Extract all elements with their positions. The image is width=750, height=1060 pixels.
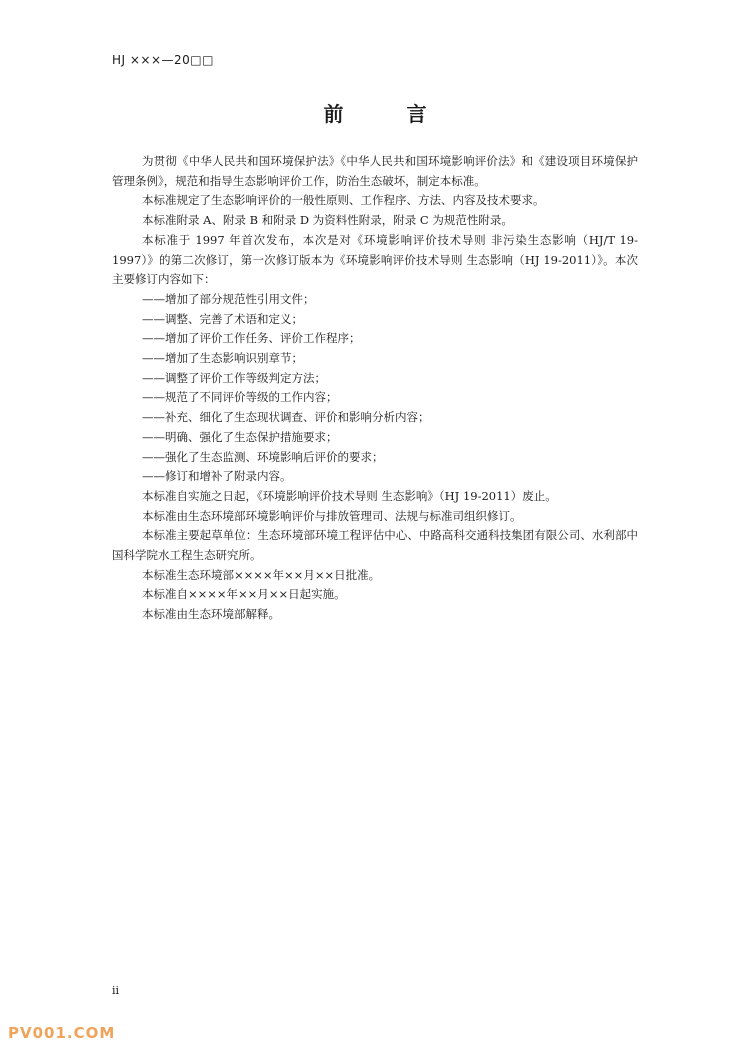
- watermark-logo: PV001.COM: [8, 1024, 116, 1042]
- paragraph-drafters: 本标准主要起草单位：生态环境部环境工程评估中心、中路高科交通科技集团有限公司、水利部中国科学院水工程生态研究所。: [112, 528, 638, 563]
- paragraph-supersedes: 本标准自实施之日起，《环境影响评价技术导则 生态影响》（HJ 19-2011）废止。: [142, 488, 557, 503]
- list-item: ——明确、强化了生态保护措施要求；: [142, 429, 338, 444]
- paragraph-scope: 本标准规定了生态影响评价的一般性原则、工作程序、方法、内容及技术要求。: [142, 193, 545, 208]
- list-item: ——修订和增补了附录内容。: [142, 469, 292, 484]
- list-item: ——增加了生态影响识别章节；: [142, 351, 303, 366]
- document-code-header: HJ ×××—20□□: [112, 53, 214, 67]
- paragraph-approval: 本标准生态环境部××××年××月××日批准。: [142, 567, 381, 582]
- page-number: ii: [112, 984, 120, 997]
- paragraph-appendices: 本标准附录 A、附录 B 和附录 D 为资料性附录，附录 C 为规范性附录。: [142, 213, 513, 228]
- list-item: ——补充、细化了生态现状调查、评价和影响分析内容；: [142, 410, 430, 425]
- list-item: ——调整、完善了术语和定义；: [142, 311, 303, 326]
- paragraph-interpretation: 本标准由生态环境部解释。: [142, 607, 280, 622]
- document-body: [112, 152, 638, 625]
- page-title: 前 言: [323, 102, 455, 126]
- paragraph-organizer: 本标准由生态环境部环境影响评价与排放管理司、法规与标准司组织修订。: [142, 508, 522, 523]
- revision-list: [112, 290, 638, 487]
- paragraph-purpose: 为贯彻《中华人民共和国环境保护法》《中华人民共和国环境影响评价法》和《建设项目环境保护管理条例》，规范和指导生态影响评价工作，防治生态破坏，制定本标准。: [112, 154, 638, 188]
- list-item: ——规范了不同评价等级的工作内容；: [142, 390, 338, 405]
- list-item: ——增加了评价工作任务、评价工作程序；: [142, 331, 361, 346]
- list-item: ——增加了部分规范性引用文件；: [142, 291, 315, 306]
- paragraph-effective: 本标准自××××年××月××日起实施。: [142, 587, 346, 602]
- list-item: ——强化了生态监测、环境影响后评价的要求；: [142, 449, 384, 464]
- paragraph-history: 本标准于 1997 年首次发布，本次是对《环境影响评价技术导则 非污染生态影响（HJ/T 19-1997）》的第二次修订，第一次修订版本为《环境影响评价技术导则 生态影响（HJ 19-2011）》。本次主要修订内容如下：: [112, 232, 638, 287]
- list-item: ——调整了评价工作等级判定方法；: [142, 370, 326, 385]
